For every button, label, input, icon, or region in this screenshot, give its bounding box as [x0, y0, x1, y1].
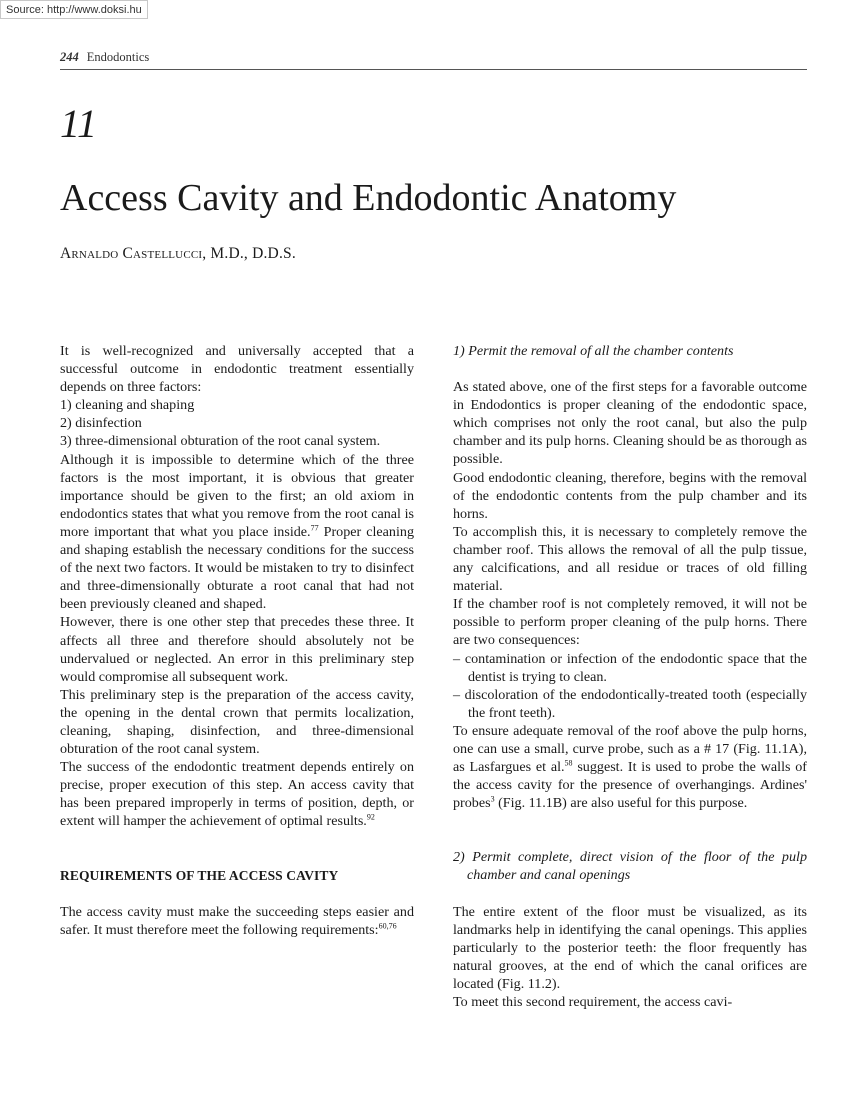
citation-ref: 58 — [564, 758, 573, 768]
list-item: – discoloration of the endodontically-treated tooth (especially the front teeth). — [453, 686, 807, 721]
paragraph-text: The access cavity must make the succeeding steps easier and safer. It must therefore meet the following requirements: — [60, 903, 414, 938]
running-head-section: Endodontics — [86, 50, 150, 64]
citation-ref: 77 — [310, 523, 319, 533]
requirement-heading: 2) Permit complete, direct vision of the floor of the pulp chamber and canal openings — [453, 849, 807, 884]
author-line: Arnaldo Castellucci, M.D., D.D.S. — [60, 245, 296, 262]
citation-ref: 92 — [366, 812, 375, 822]
list-item: 2) disinfection — [60, 415, 142, 432]
body-paragraph: As stated above, one of the first steps for a favorable outcome in Endodontics is proper cleaning of the endodontic space, which comprises not only the root canal, but also the pulp chamber and its pulp horns. Cleaning should be as thorough as possible. — [453, 379, 807, 468]
paragraph-text: Although it is impossible to determine which of the three factors is the most important, it is obvious that greater importance should be given to the first; an old axiom in endodontics states that what you remove from the root canal is more important that what you place inside. — [60, 451, 414, 540]
list-item: 3) three-dimensional obturation of the root canal system. — [60, 433, 381, 450]
chapter-title: Access Cavity and Endodontic Anatomy — [60, 177, 677, 219]
body-paragraph: Good endodontic cleaning, therefore, begins with the removal of the endodontic contents from the pulp chamber and its horns. — [453, 469, 807, 522]
citation-ref: 60,76 — [378, 921, 397, 931]
body-paragraph — [453, 722, 807, 812]
body-paragraph: This preliminary step is the preparation of the access cavity, the opening in the dental crown that permits localization, cleaning, shaping, disinfection, and three-dimensional obturation of the root canal system. — [60, 686, 414, 758]
requirement-heading: 1) Permit the removal of all the chamber contents — [453, 343, 734, 359]
body-paragraph — [60, 903, 414, 939]
source-label: Source: http://www.doksi.hu — [0, 0, 148, 19]
body-paragraph: However, there is one other step that precedes these three. It affects all three and therefore should absolutely not be undervalued or neglected. An error in this preliminary step would compromise all subsequent work. — [60, 614, 414, 685]
running-head — [60, 50, 807, 70]
paragraph-text: (Fig. 11.1B) are also useful for this purpose. — [494, 795, 748, 812]
body-paragraph — [60, 758, 414, 830]
factors-list — [60, 396, 414, 450]
body-paragraph — [60, 451, 414, 614]
paragraph-text: To ensure adequate removal of the roof above the pulp horns, one can use a small, curve probe, such as a # 17 (Fig. 11.1A), as Lasfargues et al. — [453, 722, 807, 776]
body-paragraph: The entire extent of the floor must be visualized, as its landmarks help in identifying the canal openings. This applies particularly to the posterior teeth: the floor frequently has natural grooves, at the end of which the canal orifices are located (Fig. 11.2). — [453, 903, 807, 992]
left-column — [60, 342, 414, 939]
body-paragraph: To meet this second requirement, the access cavi- — [453, 994, 733, 1010]
intro-paragraph: It is well-recognized and universally accepted that a successful outcome in endodontic treatment essentially depends on three factors: — [60, 343, 414, 396]
paragraph-text: Proper cleaning and shaping establish the necessary conditions for the success of the next two factors. It would be mistaken to try to disinfect and three-dimensionally obturate a root canal that had not been previously cleaned and shaped. — [60, 523, 414, 613]
body-paragraph: To accomplish this, it is necessary to completely remove the chamber roof. This allows the removal of all the pulp tissue, any calcifications, and all residue or traces of old filling material. — [453, 523, 807, 595]
body-paragraph: If the chamber roof is not completely removed, it will not be possible to perform proper cleaning of the pulp horns. There are two consequences: — [453, 596, 807, 649]
page-number: 244 — [60, 50, 79, 64]
paragraph-text: suggest. It is used to probe the walls of the access cavity for the presence of overhangings. Ardines' probes — [453, 759, 807, 812]
chapter-number: 11 — [60, 101, 98, 146]
section-heading: REQUIREMENTS OF THE ACCESS CAVITY — [60, 867, 339, 883]
right-column — [453, 342, 807, 1011]
paragraph-text: The success of the endodontic treatment depends entirely on precise, proper execution of this step. An access cavity that has been prepared improperly in terms of position, depth, or extent will hamper the achievement of optimal results. — [60, 759, 414, 830]
citation-ref: 3 — [490, 794, 495, 804]
list-item: 1) cleaning and shaping — [60, 397, 195, 414]
list-item: – contamination or infection of the endodontic space that the dentist is trying to clean. — [453, 650, 807, 685]
consequences-list — [453, 650, 807, 722]
